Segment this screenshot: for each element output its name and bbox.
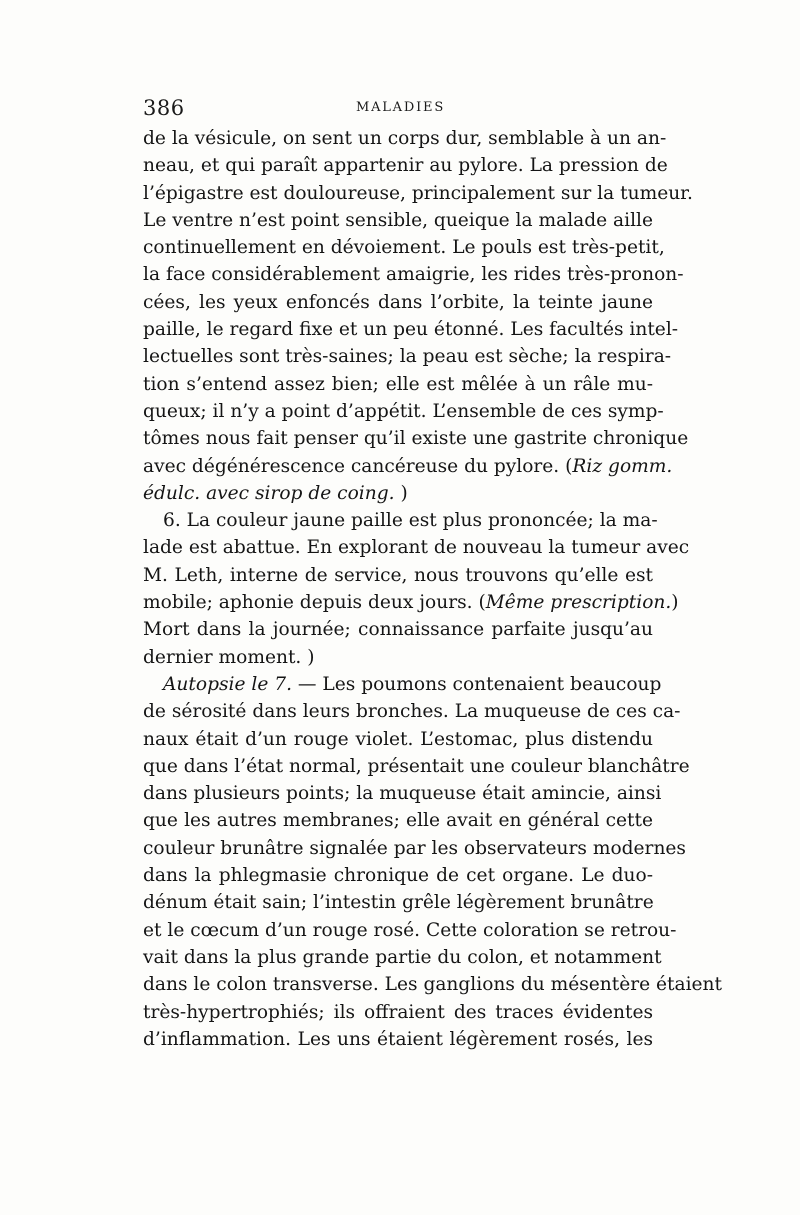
text-line [143, 835, 686, 862]
text-segment: avec dégénérescence cancéreuse du pylore. ( [143, 455, 573, 477]
text-segment: d’inflammation. Les uns étaient légèrement rosés, les [143, 1028, 653, 1050]
text-segment: lade est abattue. En explorant de nouveau la tumeur avec [143, 537, 690, 559]
text-segment: ) [671, 592, 679, 614]
text-line [143, 862, 653, 889]
text-line [143, 453, 673, 480]
text-segment: et le cœcum d’un rouge rosé. Cette coloration se retrou- [143, 919, 677, 941]
text-segment: 6. La couleur jaune paille est plus prononcée; la ma- [163, 510, 658, 532]
text-segment: neau, et qui paraît appartenir au pylore. La pression de [143, 155, 668, 177]
text-line [143, 125, 667, 152]
text-segment: continuellement en dévoiement. Le pouls est très-petit, [143, 237, 665, 259]
text-segment: mobile; aphonie depuis deux jours. ( [143, 592, 486, 614]
text-line [143, 644, 653, 671]
text-segment: paille, le regard fixe et un peu étonné. Les facultés intel- [143, 319, 679, 341]
text-segment: la face considérablement amaigrie, les rides très-pronon- [143, 264, 684, 286]
text-line [143, 698, 681, 725]
text-line [143, 180, 693, 207]
text-segment: Le ventre n’est point sensible, queique la malade aille [143, 209, 653, 231]
text-segment: cées, les yeux enfoncés dans l’orbite, la teinte jaune [143, 291, 653, 313]
text-line [143, 425, 689, 452]
body-text [143, 125, 723, 1053]
text-segment: l’épigastre est douloureuse, principalement sur la tumeur. [143, 182, 693, 204]
page-number: 386 [143, 96, 185, 120]
text-line [143, 480, 653, 507]
italic-text: Autopsie le 7. [163, 673, 292, 695]
text-line [143, 562, 653, 589]
text-segment: — Les poumons contenaient beaucoup [291, 673, 662, 695]
text-segment: très-hypertrophiés; ils offraient des traces évidentes [143, 1001, 653, 1023]
text-line [143, 507, 658, 534]
text-segment: lectuelles sont très-saines; la peau est sèche; la respira- [143, 346, 672, 368]
text-line [143, 534, 690, 561]
text-segment: dernier moment. ) [143, 646, 315, 668]
text-segment: que les autres membranes; elle avait en général cette [143, 810, 653, 832]
text-segment: dans plusieurs points; la muqueuse était amincie, ainsi [143, 783, 662, 805]
text-segment: de la vésicule, on sent un corps dur, semblable à un an- [143, 128, 667, 149]
italic-text: Même prescription. [485, 592, 672, 614]
text-segment: que dans l’état normal, présentait une couleur blanchâtre [143, 755, 690, 777]
text-line [143, 971, 723, 998]
text-line [143, 207, 653, 234]
italic-text: édulc. avec sirop de coing. [143, 482, 395, 504]
text-line [143, 289, 653, 316]
text-segment: dans le colon transverse. Les ganglions du mésentère étaient [143, 974, 723, 996]
text-segment: vait dans la plus grande partie du colon, et notamment [143, 946, 662, 968]
text-line [143, 671, 662, 698]
text-line [143, 1026, 653, 1053]
text-segment: couleur brunâtre signalée par les observateurs modernes [143, 837, 686, 859]
text-line [143, 261, 684, 288]
text-segment: dénum était sain; l’intestin grêle légèrement brunâtre [143, 892, 654, 914]
text-segment: naux était d’un rouge violet. L’estomac, plus distendu [143, 728, 653, 750]
text-line [143, 726, 653, 753]
text-segment: M. Leth, interne de service, nous trouvons qu’elle est [143, 564, 653, 586]
text-line [143, 944, 662, 971]
text-line [143, 152, 668, 179]
text-line [143, 234, 665, 261]
text-line [143, 616, 653, 643]
running-title: MALADIES [355, 100, 446, 115]
text-line [143, 316, 679, 343]
text-segment: tômes nous fait penser qu’il existe une gastrite chronique [143, 428, 689, 450]
text-segment: ) [394, 482, 408, 504]
text-line [143, 889, 653, 916]
italic-text: Riz gomm. [572, 455, 673, 477]
text-line [143, 999, 653, 1026]
text-line [143, 398, 664, 425]
text-segment: dans la phlegmasie chronique de cet organe. Le duo- [143, 865, 653, 887]
text-line [143, 917, 677, 944]
text-line [143, 807, 653, 834]
running-head [143, 96, 658, 124]
text-line [143, 343, 672, 370]
text-line [143, 780, 662, 807]
text-line [143, 589, 679, 616]
text-segment: queux; il n’y a point d’appétit. L’ensemble de ces symp- [143, 400, 664, 422]
text-segment: de sérosité dans leurs bronches. La muqueuse de ces ca- [143, 701, 681, 723]
text-segment: Mort dans la journée; connaissance parfaite jusqu’au [143, 619, 653, 641]
text-segment: tion s’entend assez bien; elle est mêlée à un râle mu- [143, 373, 653, 395]
text-line [143, 371, 653, 398]
text-line [143, 753, 690, 780]
